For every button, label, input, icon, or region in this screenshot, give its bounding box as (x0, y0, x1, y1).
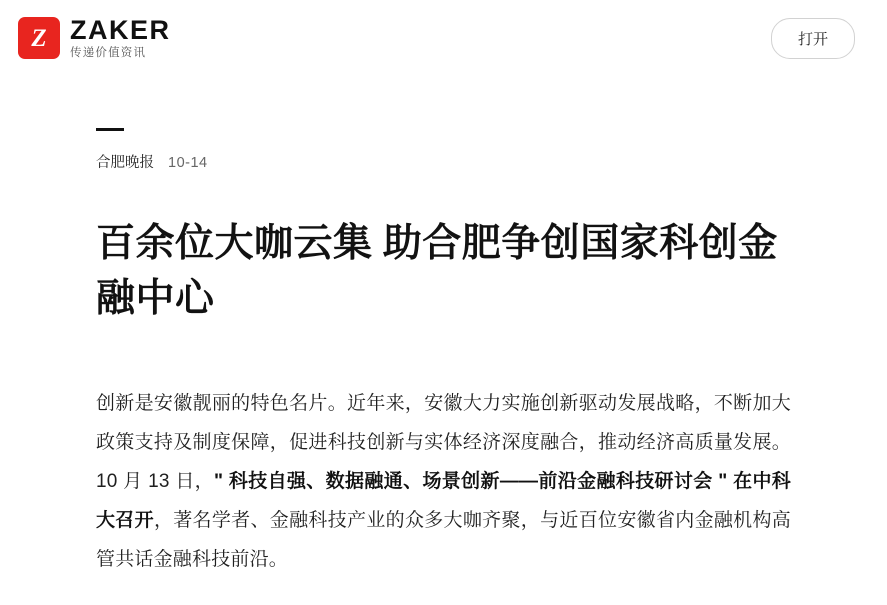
page-title: 百余位大咖云集 助合肥争创国家科创金融中心 (96, 222, 778, 321)
brand-text (70, 14, 171, 60)
article-paragraph (96, 385, 791, 580)
zaker-logo-icon: Z (18, 17, 60, 59)
paragraph-part-1: 创新是安徽靓丽的特色名片。近年来，安徽大力实施创新驱动发展战略，不断加大政策支持及制度保障，促进科技创新与实体经济深度融合，推动经济高质量发展。10 月 13 日， (96, 392, 791, 492)
paragraph-highlight: " 科技自强、数据融通、场景创新——前沿金融科技研讨会 " 在中科大召开 (96, 470, 791, 531)
paragraph-part-2: ，著名学者、金融科技产业的众多大咖齐聚，与近百位安徽省内金融机构高管共话金融科技前沿。 (96, 509, 791, 570)
brand-slogan: 传递价值资讯 (70, 46, 147, 59)
article-container (0, 128, 887, 579)
top-divider (96, 128, 124, 131)
site-header (0, 0, 887, 76)
open-app-button[interactable]: 打开 (771, 18, 855, 59)
brand-logo[interactable] (18, 14, 171, 60)
brand-name: ZAKER (70, 14, 171, 45)
article-source: 合肥晚报 (96, 155, 154, 171)
article-date: 10-14 (168, 155, 208, 171)
article-meta (96, 151, 791, 172)
